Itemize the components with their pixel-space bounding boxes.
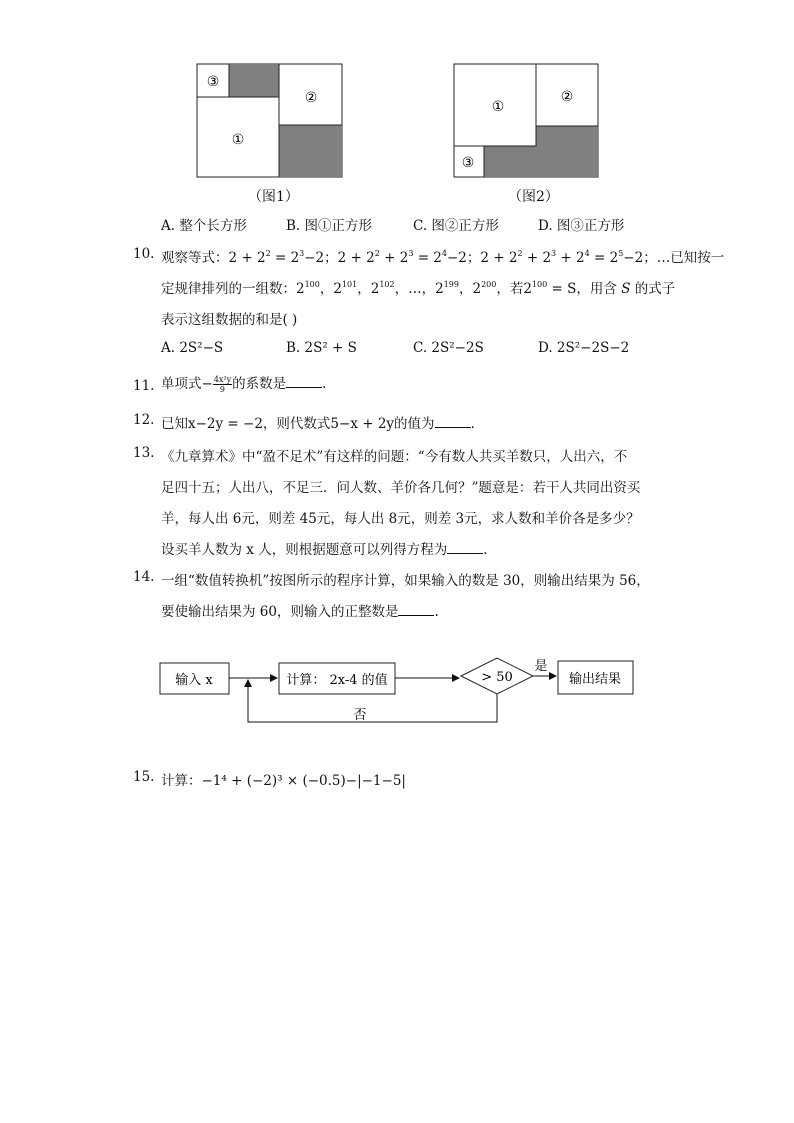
flowchart-yes-label: 是 — [534, 659, 548, 674]
q13-line-2: 足四十五；人出八，不足三．问人数、羊价各几何？”题意是：若干人共同出资买 — [161, 480, 641, 496]
flowchart-input-label: 输入 x — [175, 673, 213, 688]
q11-fraction — [213, 375, 232, 394]
figure-2 — [453, 62, 603, 182]
q10-option-a: A. 2S²−S — [161, 340, 224, 356]
q13-line-4-wrap: 设买羊人数为 x 人，则根据题意可以列得方程为 . — [161, 542, 488, 558]
q13-number: 13. — [133, 445, 155, 461]
q9-option-b: B. 图①正方形 — [286, 218, 373, 234]
q9-option-a: A. 整个长方形 — [161, 218, 247, 234]
q10-option-c: C. 2S²−2S — [413, 340, 484, 356]
q11-text: 单项式− $\frac{\text{4x²y}}{9}$ 的系数是 . — [161, 375, 327, 394]
q14-line-1: 一组“数值转换机”按图所示的程序计算，如果输入的数是 30，则输出结果为 56， — [161, 573, 650, 589]
q13-line-3: 羊，每人出 6元，则差 45元，每人出 8元，则差 3元，求人数和羊价各是多少？ — [161, 511, 640, 527]
q13-answer-blank[interactable] — [447, 541, 483, 554]
fig1-shaded-top — [229, 64, 279, 97]
q10-line-2-prefix: 定规律排列的一组数： — [161, 281, 296, 297]
q10-line-1-prefix: 观察等式： — [161, 250, 229, 266]
q11-answer-blank[interactable] — [286, 375, 322, 388]
fig2-label-2: ② — [560, 89, 574, 105]
fig1-shaded-bottom-right — [279, 125, 342, 177]
flowchart-no-label: 否 — [353, 708, 367, 723]
q14-line-2-wrap: 要使输出结果为 60，则输入的正整数是 . — [161, 604, 439, 620]
q11-suffix: 的系数是 — [232, 376, 287, 392]
q13-line-4: 设买羊人数为 x 人，则根据题意可以列得方程为 — [161, 542, 448, 558]
flowchart-compute-label: 计算： 2x-4 的值 — [286, 673, 388, 688]
fig2-shaded-region — [484, 126, 598, 177]
q10-line-2: 定规律排列的一组数：$2^{100}$，$2^{101}$，$2^{102}$，…，$2^{199}$，$2^{200}$，若$2^{100} = S$，用含 S 的式子 — [161, 280, 676, 297]
fig1-caption: （图1） — [248, 189, 299, 205]
flowchart-output-label: 输出结果 — [568, 672, 622, 687]
q10-line-2-tail: 的式子 — [634, 281, 676, 297]
q10-number: 10. — [133, 246, 155, 262]
q10-line-2-suffix: ，用含 — [576, 281, 617, 297]
q11-prefix: 单项式 — [161, 376, 202, 392]
q14-answer-blank[interactable] — [398, 603, 434, 616]
q14-line-2: 要使输出结果为 60，则输入的正整数是 — [161, 604, 399, 620]
q10-line-1: 观察等式：$2 + 2^2 = 2^3-2$；$2 + 2^2 + 2^3 = 2^4-2$；$2 + 2^2 + 2^3 + 2^4 = 2^5-2$；…已知按一 — [161, 249, 725, 266]
q10-option-d: D. 2S²−2S−2 — [538, 340, 630, 356]
flowchart — [150, 650, 650, 730]
q10-line-1-suffix: …已知按一 — [656, 250, 725, 266]
q12-number: 12. — [133, 412, 155, 428]
q11-frac-denominator: 9 — [219, 385, 226, 394]
q11-frac-numerator: 4x²y — [213, 375, 232, 384]
q12-answer-blank[interactable] — [435, 415, 471, 428]
fig1-label-2: ② — [304, 90, 318, 106]
q15-text: 计算：−1⁴ + (−2)³ × (−0.5)−|−1−5| — [161, 773, 406, 789]
q15-number: 15. — [133, 769, 155, 785]
q13-line-1: 《九章算术》中“盈不足术”有这样的问题：“今有数人共买羊数只，人出六，不 — [161, 449, 628, 465]
q9-option-d: D. 图③正方形 — [538, 218, 625, 234]
q9-option-c: C. 图②正方形 — [413, 218, 499, 234]
fig1-label-3: ③ — [206, 74, 220, 90]
fig1-label-1: ① — [231, 132, 245, 148]
fig2-caption: （图2） — [508, 189, 559, 205]
q11-number: 11. — [133, 378, 155, 394]
q12-line: 已知x−2y = −2，则代数式5−x + 2y的值为 . — [161, 416, 475, 432]
q10-option-b: B. 2S² + S — [286, 340, 357, 356]
flowchart-condition-label: > 50 — [481, 670, 513, 685]
fig2-label-3: ③ — [461, 155, 475, 171]
q14-number: 14. — [133, 569, 155, 585]
q12-text: 已知x−2y = −2，则代数式5−x + 2y的值为 — [161, 416, 435, 432]
q10-line-3: 表示这组数据的和是( ) — [161, 312, 298, 328]
fig2-label-1: ① — [491, 99, 505, 115]
figure-1 — [196, 62, 346, 182]
q10-var-s: S — [621, 281, 631, 297]
